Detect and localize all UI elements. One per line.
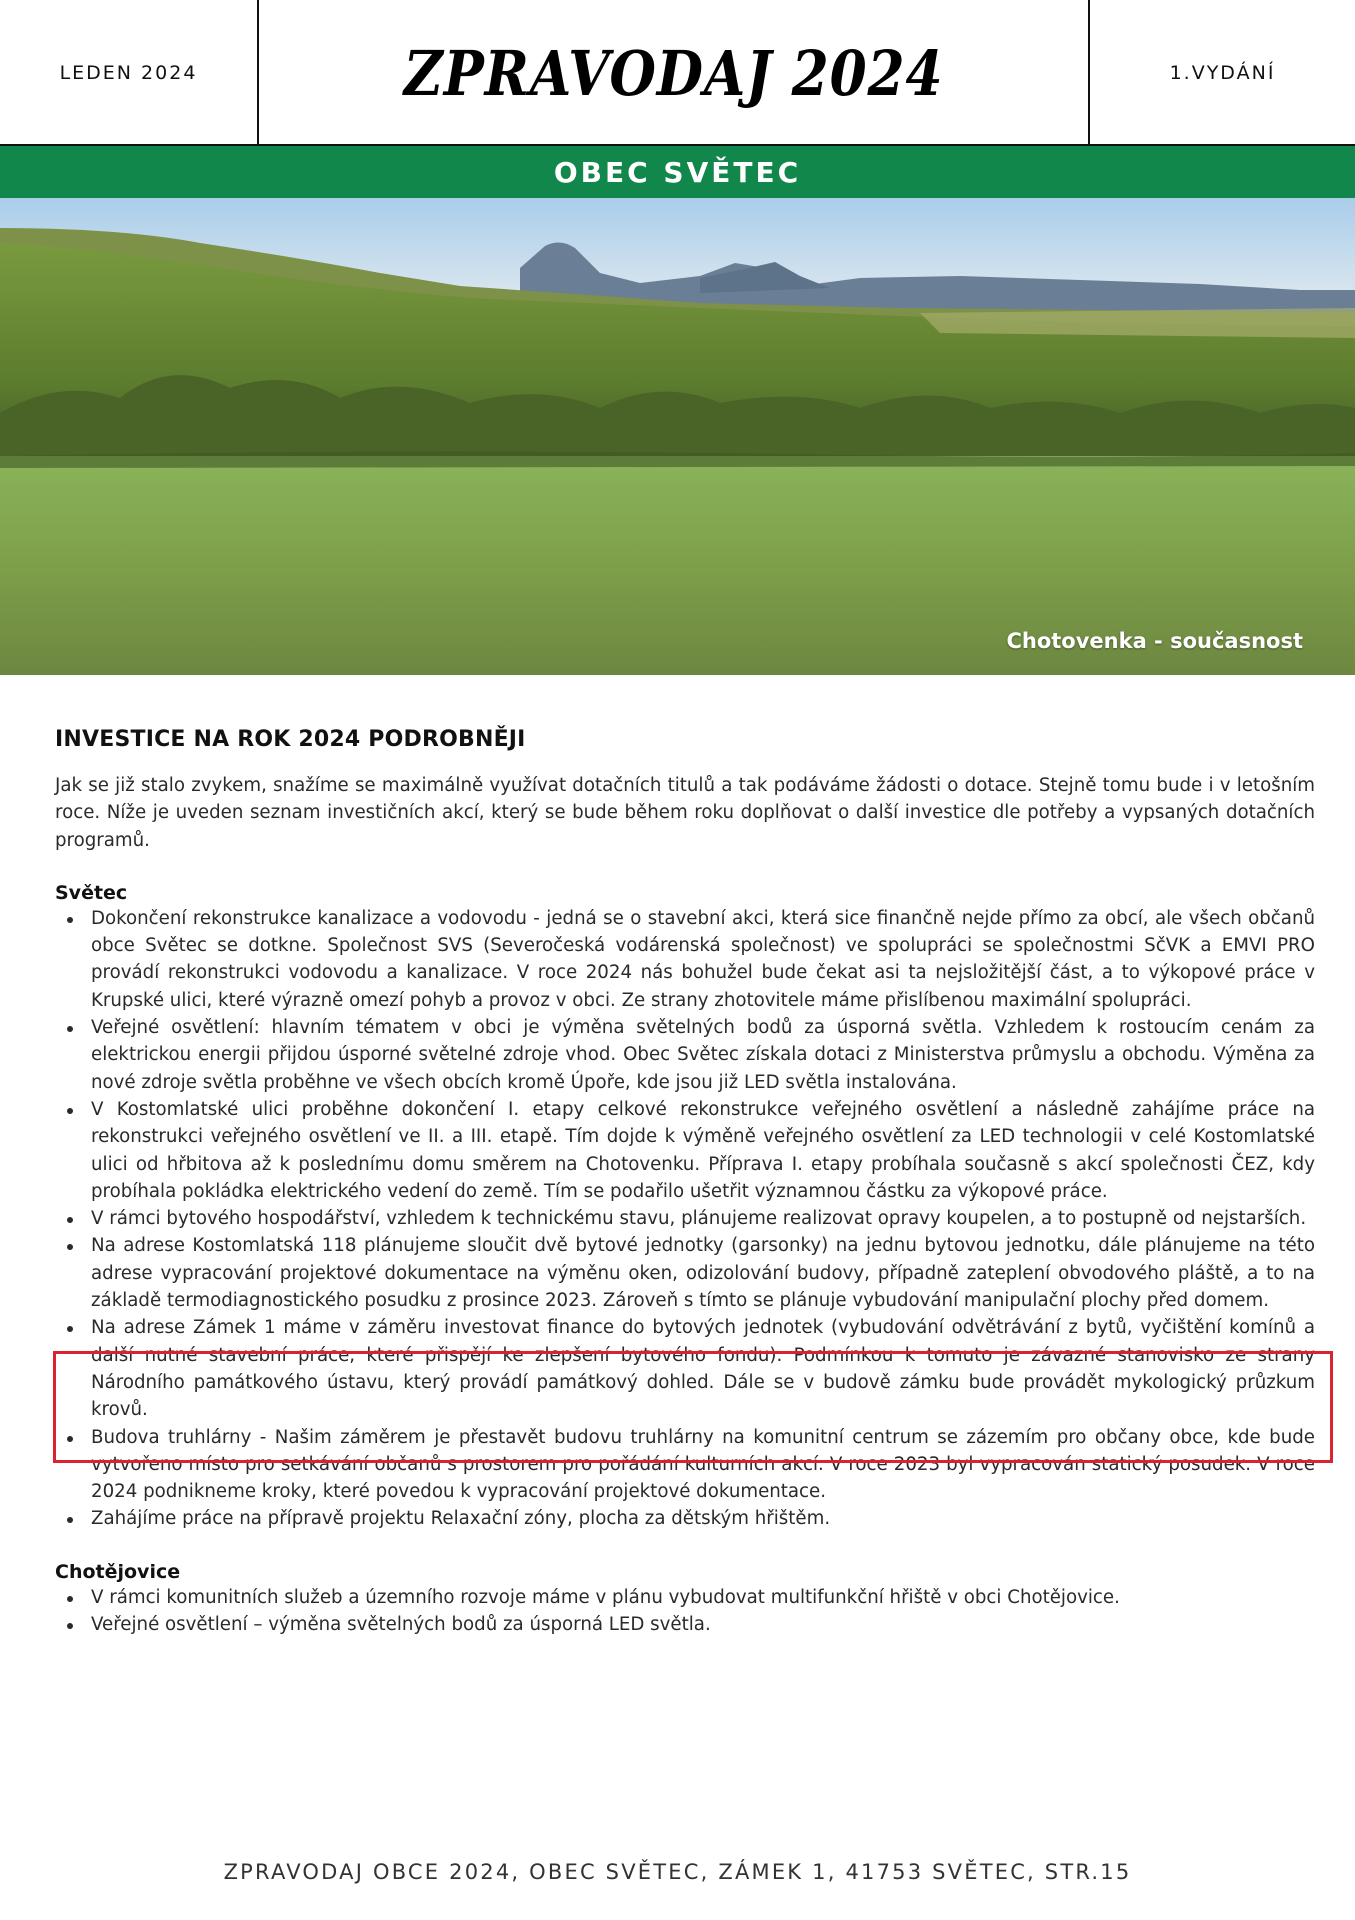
landscape-photo — [0, 198, 1355, 675]
bullet-icon — [67, 1108, 73, 1114]
photo-caption: Chotovenka - současnost — [1006, 629, 1303, 653]
bullet-icon — [67, 1517, 73, 1523]
list-item — [55, 1424, 1315, 1506]
landscape-illustration-icon — [0, 198, 1355, 675]
list-item — [55, 1584, 1315, 1611]
list-item — [55, 1505, 1315, 1532]
list-item — [55, 1314, 1315, 1423]
list-item-text: Na adrese Zámek 1 máme v záměru investovat finance do bytových jednotek (vybudování odvětrávání z bytů, vyčištění komínů a další nutné stavební práce, které přispějí ke zlepšení bytového fondu). Podmínkou k tomuto je závazné stanovisko ze strany Národního památkového ústavu, který provádí památkový dohled. Dále se v budově zámku bude provádět mykologický průzkum krovů. — [91, 1317, 1315, 1421]
chotejovice-investment-list — [55, 1584, 1315, 1639]
masthead-issue-cell — [1090, 0, 1355, 146]
page-footer — [0, 1860, 1355, 1884]
list-item — [55, 1205, 1315, 1232]
bullet-icon — [67, 1326, 73, 1332]
list-item-text: V Kostomlatské ulici proběhne dokončení I. etapy celkové rekonstrukce veřejného osvětlení a následně zahájíme práce na rekonstrukci veřejného osvětlení ve II. a III. etapě. Tím dojde k výměně veřejného osvětlení za LED technologii v celé Kostomlatské ulici od hřbitova až k poslednímu domu směrem na Chotovenku. Příprava I. etapy probíhala současně s akcí společnosti ČEZ, kdy probíhala pokládka elektrického vedení do země. Tím se podařilo ušetřit významnou částku za výkopové práce. — [91, 1098, 1315, 1202]
list-item — [55, 905, 1315, 1014]
list-item-text: Na adrese Kostomlatská 118 plánujeme sloučit dvě bytové jednotky (garsonky) na jednu bytovou jednotku, dále plánujeme na této adrese vypracování projektové dokumentace na výměnu oken, odizolování budovy, případně zateplení obvodového pláště, a to na základě termodiagnostického posudku z prosince 2023. Zároveň s tímto se plánuje vybudování manipulační plochy před domem. — [91, 1235, 1315, 1312]
bullet-icon — [67, 1436, 73, 1442]
newsletter-title: ZPRAVODAJ 2024 — [403, 36, 944, 110]
bullet-icon — [67, 917, 73, 923]
bullet-icon — [67, 1244, 73, 1250]
masthead-date-cell — [0, 0, 257, 146]
municipality-banner — [0, 146, 1355, 198]
article-intro: Jak se již stalo zvykem, snažíme se maximálně využívat dotačních titulů a tak podáváme žádosti o dotace. Stejně tomu bude i v letošním roce. Níže je uveden seznam investičních akcí, který se bude během roku doplňovat o další investice dle potřeby a vypsaných dotačních programů. — [55, 775, 1315, 851]
list-item — [55, 1611, 1315, 1638]
article — [55, 727, 1315, 1638]
masthead-title-cell — [257, 0, 1090, 146]
list-item-text: V rámci bytového hospodářství, vzhledem k technickému stavu, plánujeme realizovat opravy koupelen, a to postupně od nejstarších. — [91, 1208, 1307, 1230]
bullet-icon — [67, 1623, 73, 1629]
list-item-text: V rámci komunitních služeb a územního rozvoje máme v plánu vybudovat multifunkční hřiště v obci Chotějovice. — [91, 1586, 1120, 1608]
list-item-text: Dokončení rekonstrukce kanalizace a vodovodu - jedná se o stavební akci, která sice finančně nejde přímo za obcí, ale všech občanů obce Světec se dotkne. Společnost SVS (Severočeská vodárenská společnost) ve spolupráci se společnostmi SčVK a EMVI PRO provádí rekonstrukci vodovodu a kanalizace. V roce 2024 nás bohužel bude čekat asi ta nejsložitější část, a to výkopové práce v Krupské ulici, které výrazně omezí pohyb a provoz v obci. Ze strany zhotovitele máme přislíbenou maximální spolupráci. — [91, 907, 1315, 1011]
bullet-icon — [67, 1217, 73, 1223]
list-item-text: Budova truhlárny - Našim záměrem je přestavět budovu truhlárny na komunitní centrum se zázemím pro občany obce, kde bude vytvořeno místo pro setkávání občanů s prostorem pro pořádání kulturních akcí. V roce 2023 byl vypracován statický posudek. V roce 2024 podnikneme kroky, které povedou k vypracování projektové dokumentace. — [91, 1426, 1315, 1503]
article-heading: INVESTICE NA ROK 2024 PODROBNĚJI — [55, 727, 526, 752]
issue-number: 1.VYDÁNÍ — [1169, 62, 1276, 84]
masthead — [0, 0, 1355, 146]
list-item-text: Veřejné osvětlení: hlavním tématem v obci je výměna světelných bodů za úsporná světla. Vzhledem k rostoucím cenám za elektrickou energii přijdou úsporné světelné zdroje vhod. Obec Světec získala dotaci z Ministerstva průmyslu a obchodu. Výměna za nové zdroje světla proběhne ve všech obcích kromě Úpoře, kde jsou již LED světla instalována. — [91, 1017, 1315, 1093]
list-item — [55, 1014, 1315, 1096]
issue-date: LEDEN 2024 — [59, 62, 198, 84]
list-item — [55, 1096, 1315, 1205]
section-title-svetec: Světec — [55, 881, 128, 904]
section-title-chotejovice: Chotějovice — [55, 1560, 181, 1583]
bullet-icon — [67, 1596, 73, 1602]
footer-text: ZPRAVODAJ OBCE 2024, OBEC SVĚTEC, ZÁMEK 1, 41753 SVĚTEC, STR.15 — [223, 1860, 1132, 1884]
list-item-highlighted — [55, 1232, 1315, 1314]
list-item-text: Veřejné osvětlení – výměna světelných bodů za úsporná LED světla. — [91, 1614, 711, 1636]
municipality-name: OBEC SVĚTEC — [553, 155, 802, 189]
bullet-icon — [67, 1026, 73, 1032]
svetec-investment-list — [55, 905, 1315, 1533]
list-item-text: Zahájíme práce na přípravě projektu Relaxační zóny, plocha za dětským hřištěm. — [91, 1508, 831, 1530]
